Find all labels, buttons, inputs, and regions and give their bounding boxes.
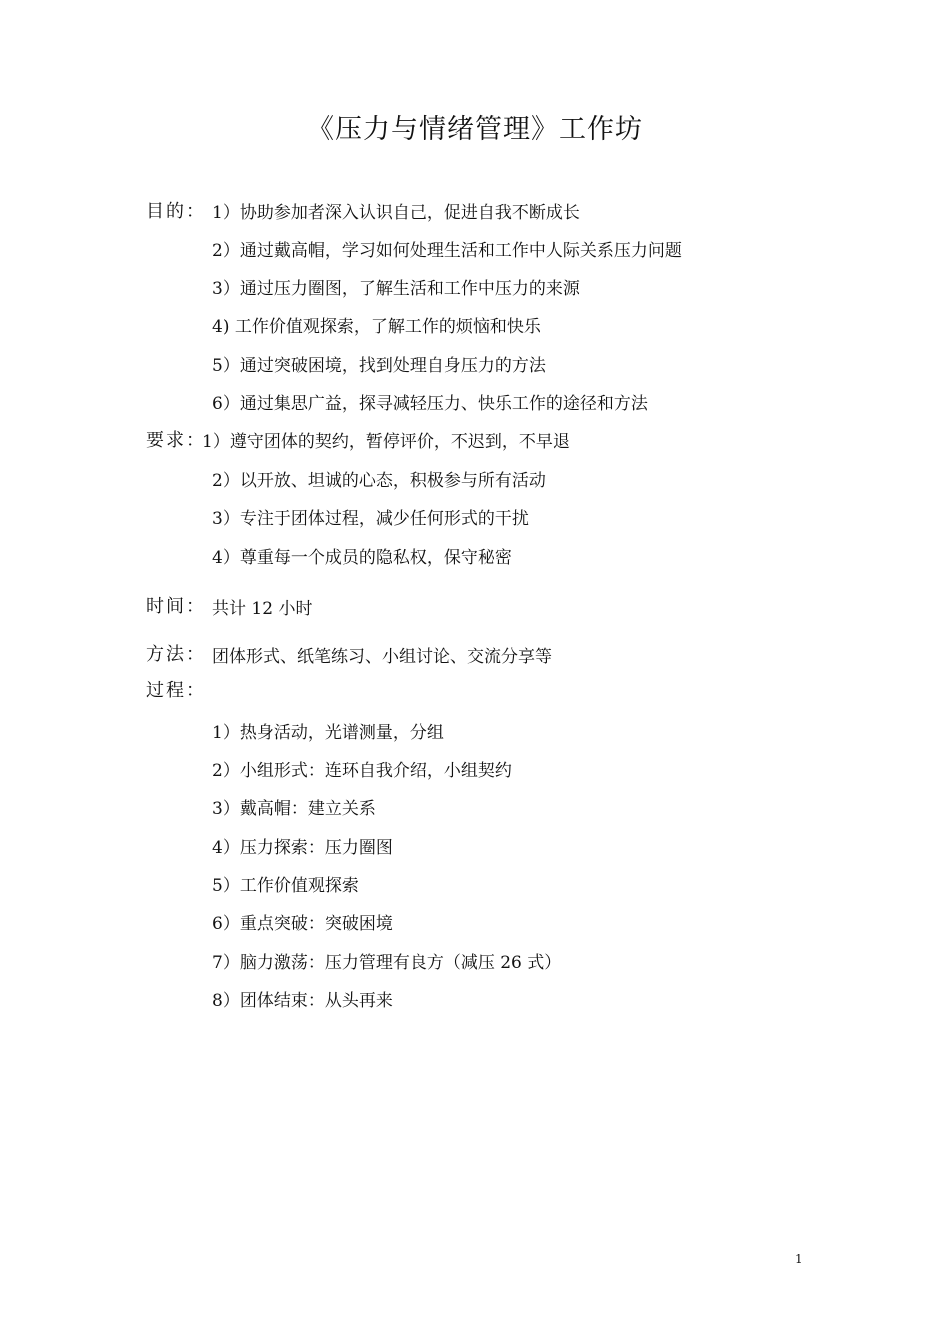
process-item-7: 7）脑力激荡：压力管理有良方（减压 26 式） bbox=[212, 953, 562, 973]
purpose-item-6: 6）通过集思广益，探寻减轻压力、快乐工作的途径和方法 bbox=[212, 394, 648, 414]
process-item-1: 1）热身活动，光谱测量，分组 bbox=[212, 723, 444, 743]
process-item-2: 2）小组形式：连环自我介绍，小组契约 bbox=[212, 761, 512, 781]
purpose-label: 目的： bbox=[146, 201, 206, 222]
process-item-5: 5）工作价值观探索 bbox=[212, 876, 359, 896]
requirements-item-2: 2）以开放、坦诚的心态，积极参与所有活动 bbox=[212, 471, 546, 491]
process-item-8: 8）团体结束：从头再来 bbox=[212, 991, 393, 1011]
process-item-4: 4）压力探索：压力圈图 bbox=[212, 838, 393, 858]
purpose-item-4: 4) 工作价值观探索，了解工作的烦恼和快乐 bbox=[212, 317, 541, 337]
time-label: 时间： bbox=[146, 596, 206, 617]
time-value: 共计 12 小时 bbox=[212, 599, 313, 619]
page-number: 1 bbox=[795, 1252, 803, 1266]
method-value: 团体形式、纸笔练习、小组讨论、交流分享等 bbox=[212, 647, 552, 667]
process-item-3: 3）戴高帽：建立关系 bbox=[212, 799, 376, 819]
process-item-6: 6）重点突破：突破困境 bbox=[212, 914, 393, 934]
document-title: 《压力与情绪管理》工作坊 bbox=[307, 114, 643, 145]
requirements-item-4: 4）尊重每一个成员的隐私权，保守秘密 bbox=[212, 548, 512, 568]
process-label: 过程： bbox=[146, 680, 206, 701]
purpose-item-3: 3）通过压力圈图，了解生活和工作中压力的来源 bbox=[212, 279, 580, 299]
requirements-item-1: 1）遵守团体的契约，暂停评价，不迟到，不早退 bbox=[202, 432, 570, 452]
method-label: 方法： bbox=[146, 644, 206, 665]
requirements-label: 要求： bbox=[146, 430, 206, 451]
requirements-item-3: 3）专注于团体过程，减少任何形式的干扰 bbox=[212, 509, 529, 529]
purpose-item-5: 5）通过突破困境，找到处理自身压力的方法 bbox=[212, 356, 546, 376]
purpose-item-1: 1）协助参加者深入认识自己，促进自我不断成长 bbox=[212, 203, 580, 223]
purpose-item-2: 2）通过戴高帽，学习如何处理生活和工作中人际关系压力问题 bbox=[212, 241, 682, 261]
